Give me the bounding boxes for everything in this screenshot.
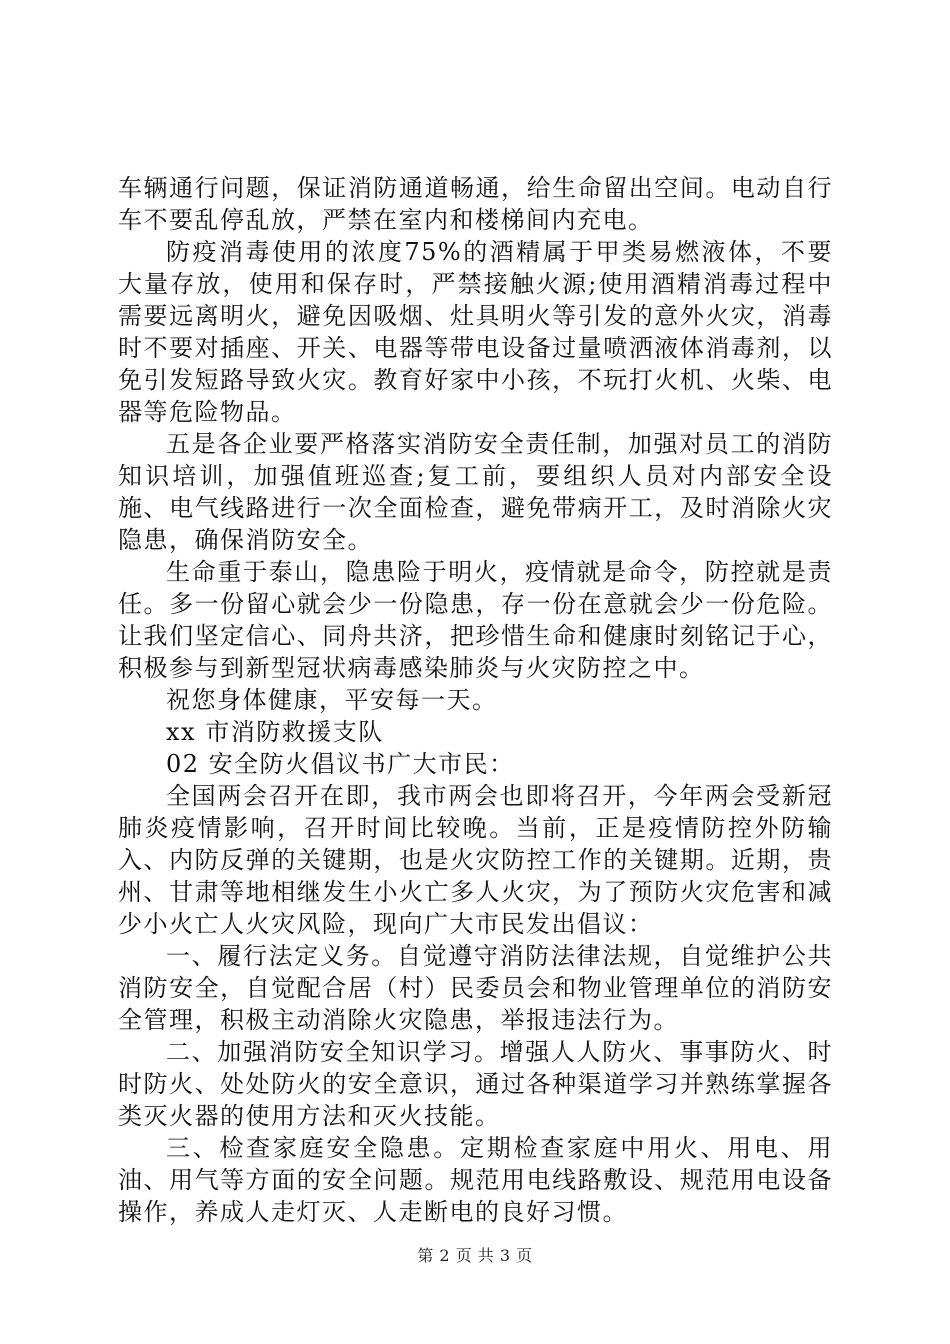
signature: xx 市消防救援支队: [166, 718, 384, 746]
paragraph-1: 车辆通行问题，保证消防通道畅通，给生命留出空间。电动自行车不要乱停乱放，严禁在室内和楼梯间内充电。: [118, 174, 833, 234]
paragraph-intro: 全国两会召开在即，我市两会也即将召开，今年两会受新冠肺炎疫情影响，召开时间比较晚。当前，正是疫情防控外防输入、内防反弹的关键期，也是火灾防控工作的关键期。近期，贵州、甘肃等地相继发生小火亡多人火灾，为了预防火灾危害和减少小火亡人火灾风险，现向广大市民发出倡议：: [118, 782, 833, 938]
paragraph-item-3: 三、检查家庭安全隐患。定期检查家庭中用火、用电、用油、用气等方面的安全问题。规范用电线路敷设、规范用电设备操作，养成人走灯灭、人走断电的良好习惯。: [118, 1134, 833, 1226]
paragraph-item-1: 一、履行法定义务。自觉遵守消防法律法规，自觉维护公共消防安全，自觉配合居（村）民委员会和物业管理单位的消防安全管理，积极主动消除火灾隐患，举报违法行为。: [118, 942, 833, 1034]
page-number-footer: 第 2 页 共 3 页: [417, 1246, 533, 1265]
paragraph-3: 五是各企业要严格落实消防安全责任制，加强对员工的消防知识培训，加强值班巡查;复工前，要组织人员对内部安全设施、电气线路进行一次全面检查，避免带病开工，及时消除火灾隐患，确保消防安全。: [118, 430, 833, 554]
paragraph-item-2: 二、加强消防安全知识学习。增强人人防火、事事防火、时时防火、处处防火的安全意识，通过各种渠道学习并熟练掌握各类灭火器的使用方法和灭火技能。: [118, 1038, 833, 1130]
document-body: [118, 172, 833, 1228]
closing-wish: 祝您身体健康，平安每一天。: [166, 686, 498, 714]
section-heading: 02 安全防火倡议书广大市民：: [166, 750, 515, 778]
paragraph-4: 生命重于泰山，隐患险于明火，疫情就是命令，防控就是责任。多一份留心就会少一份隐患，存一份在意就会少一份危险。让我们坚定信心、同舟共济，把珍惜生命和健康时刻铭记于心，积极参与到新型冠状病毒感染肺炎与火灾防控之中。: [118, 558, 833, 682]
paragraph-2: 防疫消毒使用的浓度75%的酒精属于甲类易燃液体，不要大量存放，使用和保存时，严禁接触火源;使用酒精消毒过程中需要远离明火，避免因吸烟、灶具明火等引发的意外火灾，消毒时不要对插座、开关、电器等带电设备过量喷洒液体消毒剂，以免引发短路导致火灾。教育好家中小孩，不玩打火机、火柴、电器等危险物品。: [118, 238, 833, 426]
